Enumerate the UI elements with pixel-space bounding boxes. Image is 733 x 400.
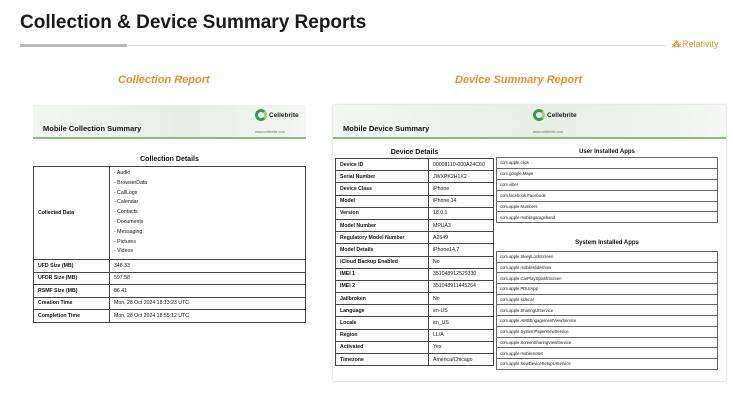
collected-data-item: - BrowserData xyxy=(114,179,148,186)
table-row xyxy=(336,305,494,317)
relativity-wordmark: Relativity xyxy=(682,39,719,49)
row-value: No xyxy=(429,293,494,305)
table-row xyxy=(336,207,494,219)
row-value: iPhone 14 xyxy=(429,195,494,207)
table-row xyxy=(336,293,494,305)
row-value: en-US xyxy=(429,305,494,317)
app-bundle-id: com.apple.Numbers xyxy=(497,201,718,212)
row-key: Jailbroken xyxy=(336,293,429,305)
row-value: iPhone xyxy=(429,183,494,195)
row-key: iCloud Backup Enabled xyxy=(336,256,429,268)
row-key: Device ID xyxy=(336,159,429,171)
row-value: LL/A xyxy=(429,329,494,341)
app-bundle-id: com.apple.SleepLockScreen xyxy=(497,252,718,263)
app-bundle-id: com.apple.SystemPaperViewService xyxy=(497,326,718,337)
cellebrite-logo-name: Cellebrite xyxy=(269,111,299,119)
row-value: 348.33 xyxy=(110,260,306,273)
table-row xyxy=(336,268,494,280)
device-banner-title: Mobile Device Summary xyxy=(343,124,430,133)
app-bundle-id: com.apple.mobilenotes xyxy=(497,348,718,359)
row-key: RSMF Size (MB) xyxy=(34,285,110,298)
row-value: iPhone14,7 xyxy=(429,244,494,256)
table-row xyxy=(34,167,306,260)
row-key: IMEI 2 xyxy=(336,280,429,292)
table-row xyxy=(34,285,306,298)
collection-report-heading: Collection Report xyxy=(118,74,210,86)
relativity-mark-icon: ⁂ xyxy=(672,39,681,49)
system-app-row xyxy=(497,326,718,337)
title-underline xyxy=(127,45,665,46)
row-key: Model Number xyxy=(336,219,429,231)
user-app-row xyxy=(497,212,718,223)
table-row xyxy=(336,341,494,353)
app-bundle-id: com.apple.CarPlaySplashScreen xyxy=(497,273,718,284)
slide-title: Collection & Device Summary Reports xyxy=(20,12,367,33)
cellebrite-logo-name: Cellebrite xyxy=(547,111,577,119)
collected-data-item: - Documents xyxy=(114,218,144,225)
row-value: en_US xyxy=(429,317,494,329)
cellebrite-logo xyxy=(255,109,299,121)
row-value: 597.58 xyxy=(110,272,306,285)
table-row xyxy=(34,310,306,323)
cellebrite-logo xyxy=(533,109,577,121)
system-app-row xyxy=(497,305,718,316)
app-bundle-id: com.apple.NewDeviceSetupUIService xyxy=(497,358,718,369)
system-app-row xyxy=(497,284,718,295)
row-key: UFD Size (MB) xyxy=(34,260,110,273)
table-row xyxy=(336,244,494,256)
user-apps-title: User Installed Apps xyxy=(579,149,635,155)
row-key: Language xyxy=(336,305,429,317)
user-app-row xyxy=(497,158,718,169)
cellebrite-logo-icon xyxy=(255,109,267,121)
table-row xyxy=(336,354,494,366)
system-app-row xyxy=(497,294,718,305)
row-key: Completion Time xyxy=(34,310,110,323)
row-value: JWXPK2H1X2 xyxy=(429,171,494,183)
table-row xyxy=(336,219,494,231)
row-key: IMEI 1 xyxy=(336,268,429,280)
row-key: Region xyxy=(336,329,429,341)
table-row xyxy=(336,183,494,195)
device-report-heading: Device Summary Report xyxy=(455,74,583,86)
collection-report-banner xyxy=(33,105,306,139)
row-value: A2649 xyxy=(429,232,494,244)
system-app-row xyxy=(497,252,718,263)
row-key: Serial Number xyxy=(336,171,429,183)
app-bundle-id: com.viber xyxy=(497,179,718,190)
system-app-row xyxy=(497,316,718,327)
collected-data-item: - Messaging xyxy=(114,228,143,235)
title-underline-accent xyxy=(20,44,127,47)
table-row xyxy=(336,329,494,341)
row-key: Version xyxy=(336,207,429,219)
device-details-title: Device Details xyxy=(390,149,439,156)
app-bundle-id: com.apple.mobilegarageband xyxy=(497,212,718,223)
system-apps-title: System Installed Apps xyxy=(575,240,639,246)
row-value: No xyxy=(429,256,494,268)
device-report-banner xyxy=(333,105,726,139)
collection-details-title: Collection Details xyxy=(140,156,199,163)
row-value: 351048912529330 xyxy=(429,268,494,280)
row-value: 00008110-000A24C60 xyxy=(429,159,494,171)
app-bundle-id: com.facebook.Facebook xyxy=(497,190,718,201)
row-value: 18.0.1 xyxy=(429,207,494,219)
user-app-row xyxy=(497,190,718,201)
table-row xyxy=(336,317,494,329)
collected-data-item: - Calendar xyxy=(114,199,139,206)
collected-data-item: - CallLogs xyxy=(114,189,138,196)
row-key: Creation Time xyxy=(34,297,110,310)
collected-data-label: Collected Data xyxy=(34,167,110,260)
row-value: Mon, 28 Oct 2024 18:55:12 UTC xyxy=(110,310,306,323)
system-apps-table xyxy=(496,251,718,370)
collected-data-list xyxy=(114,167,301,259)
system-app-row xyxy=(497,273,718,284)
collection-details-table xyxy=(33,166,306,323)
collected-data-item: - Pictures xyxy=(114,238,136,245)
row-key: Device Class xyxy=(336,183,429,195)
row-key: Model Details xyxy=(336,244,429,256)
user-app-row xyxy=(497,179,718,190)
row-value: MPUA3 xyxy=(429,219,494,231)
app-bundle-id: com.apple.AMSEngagementViewService xyxy=(497,316,718,327)
table-row xyxy=(34,260,306,273)
table-row xyxy=(336,232,494,244)
row-key: Activated xyxy=(336,341,429,353)
row-key: UFDR Size (MB) xyxy=(34,272,110,285)
app-bundle-id: com.apple.mobileslideshow xyxy=(497,262,718,273)
app-bundle-id: com.google.Maps xyxy=(497,168,718,179)
system-app-row xyxy=(497,262,718,273)
collected-data-list-cell xyxy=(110,167,306,260)
device-summary-document xyxy=(333,105,726,381)
row-value: 351048911445264 xyxy=(429,280,494,292)
collected-data-item: - Videos xyxy=(114,248,133,255)
table-row xyxy=(336,280,494,292)
user-app-row xyxy=(497,168,718,179)
user-apps-table xyxy=(496,157,718,223)
table-row xyxy=(336,171,494,183)
collection-report-document xyxy=(33,105,306,340)
app-bundle-id: com.apple.clips xyxy=(497,158,718,169)
system-app-row xyxy=(497,348,718,359)
row-value: Mon, 28 Oct 2024 18:13:23 UTC xyxy=(110,297,306,310)
row-key: Model xyxy=(336,195,429,207)
table-row xyxy=(336,195,494,207)
table-row xyxy=(34,272,306,285)
app-bundle-id: com.apple.sidecar xyxy=(497,294,718,305)
table-row xyxy=(336,256,494,268)
collection-banner-title: Mobile Collection Summary xyxy=(43,124,142,133)
app-bundle-id: com.apple.SharingUIService xyxy=(497,305,718,316)
system-app-row xyxy=(497,358,718,369)
relativity-logo xyxy=(672,39,719,50)
collected-data-item: - Contacts xyxy=(114,209,138,216)
cellebrite-url: www.cellebrite.com xyxy=(533,130,563,134)
app-bundle-id: com.apple.ScreenSharingViewService xyxy=(497,337,718,348)
row-key: Timezone xyxy=(336,354,429,366)
system-app-row xyxy=(497,337,718,348)
cellebrite-logo-icon xyxy=(533,109,545,121)
row-value: 86.41 xyxy=(110,285,306,298)
cellebrite-url: www.cellebrite.com xyxy=(255,130,285,134)
table-row xyxy=(34,297,306,310)
device-details-table xyxy=(335,158,494,366)
table-row xyxy=(336,159,494,171)
row-value: America/Chicago xyxy=(429,354,494,366)
row-value: Yes xyxy=(429,341,494,353)
row-key: Locale xyxy=(336,317,429,329)
user-app-row xyxy=(497,201,718,212)
collected-data-item: - Audio xyxy=(114,170,131,176)
app-bundle-id: com.apple.PDUIApp xyxy=(497,284,718,295)
row-key: Regulatory Model Number xyxy=(336,232,429,244)
